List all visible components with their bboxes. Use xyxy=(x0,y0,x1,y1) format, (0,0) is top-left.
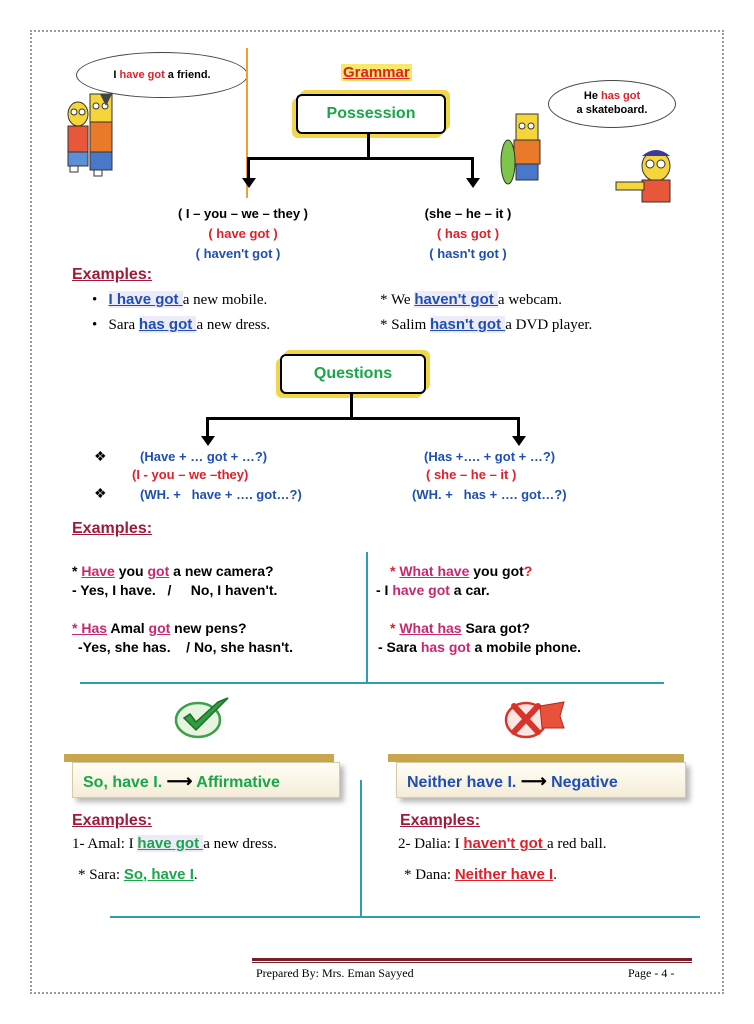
question-formula-wh-has: (WH. + has + …. got…?) xyxy=(412,487,567,502)
q-example-left-1: * Have you got a new camera? xyxy=(72,563,274,579)
page-title: Grammar xyxy=(343,64,410,81)
question-formula-wh-have: (WH. + have + …. got…?) xyxy=(140,487,302,502)
possession-box: Possession xyxy=(296,94,446,134)
neither-have-i-ribbon: Neither have I. ⟶ Negative xyxy=(396,762,686,798)
cartoon-pointing-illustration xyxy=(612,144,682,206)
neither-examples-label: Examples: xyxy=(400,812,481,829)
bubble-tail-left xyxy=(100,94,112,106)
diamond-bullet-icon: ❖ xyxy=(94,485,107,501)
arrow-down-icon xyxy=(242,178,256,188)
check-mark-icon xyxy=(172,694,234,740)
footer-rule xyxy=(252,958,692,961)
speech-bubble-right: He has got a skateboard. xyxy=(548,80,676,128)
question-formula-has: (Has +…. + got + …?) xyxy=(424,449,556,464)
tree-branch xyxy=(206,417,520,420)
footer-page-number: Page - 4 - xyxy=(628,966,675,980)
possession-example-right-2: * Salim hasn't got a DVD player. xyxy=(380,316,593,333)
left-negative: ( haven't got ) xyxy=(195,246,281,261)
questions-box: Questions xyxy=(280,354,426,394)
tree-stem xyxy=(367,132,370,158)
neither-example-2: * Dana: Neither have I. xyxy=(404,866,557,883)
bottom-line xyxy=(110,916,700,918)
q-example-right-2: - I have got a car. xyxy=(376,582,490,598)
examples-label: Examples: xyxy=(72,266,153,283)
left-pronouns: ( I – you – we – they ) xyxy=(177,206,309,221)
question-examples-divider xyxy=(366,552,368,682)
examples-label: Examples: xyxy=(72,520,153,537)
q-example-right-1: * What have you got? xyxy=(390,563,533,579)
so-example-2: * Sara: So, have I. xyxy=(78,866,198,883)
question-formula-have: (Have + … got + …?) xyxy=(140,449,268,464)
arrow-right-icon: ⟶ xyxy=(166,771,193,791)
arrow-down-icon xyxy=(512,436,526,446)
so-example-1: 1- Amal: I have got a new dress. xyxy=(72,835,277,852)
right-negative: ( hasn't got ) xyxy=(429,246,507,261)
right-pronouns: (she – he – it ) xyxy=(424,206,512,221)
cross-mark-icon xyxy=(502,694,566,740)
question-pronouns-right: ( she – he – it ) xyxy=(426,467,517,482)
possession-example-right-1: * We haven't got a webcam. xyxy=(380,291,563,308)
q-example-left-4: -Yes, she has. / No, she hasn't. xyxy=(78,639,293,655)
bottom-divider xyxy=(360,780,362,916)
right-affirmative: ( has got ) xyxy=(436,226,500,241)
q-example-left-3: * Has Amal got new pens? xyxy=(72,620,247,636)
so-examples-label: Examples: xyxy=(72,812,153,829)
arrow-right-icon: ⟶ xyxy=(520,771,547,791)
q-example-right-4: - Sara has got a mobile phone. xyxy=(378,639,582,655)
possession-example-left-1: • I have got a new mobile. xyxy=(92,291,268,308)
neither-example-1: 2- Dalia: I haven't got a red ball. xyxy=(398,835,607,852)
possession-example-left-2: • Sara has got a new dress. xyxy=(92,316,271,333)
q-example-left-2: - Yes, I have. / No, I haven't. xyxy=(72,582,278,598)
section-divider xyxy=(80,682,664,684)
question-pronouns-left: (I - you – we –they) xyxy=(132,467,249,482)
arrow-down-icon xyxy=(466,178,480,188)
q-example-right-3: * What has Sara got? xyxy=(390,620,531,636)
footer-prepared-by: Prepared By: Mrs. Eman Sayyed xyxy=(256,966,414,980)
arrow-down-icon xyxy=(201,436,215,446)
tree-stem xyxy=(350,392,353,418)
diamond-bullet-icon: ❖ xyxy=(94,448,107,464)
tree-branch xyxy=(247,157,473,160)
cartoon-skateboard-illustration xyxy=(496,112,556,192)
left-affirmative: ( have got ) xyxy=(208,226,278,241)
so-have-i-ribbon: So, have I. ⟶ Affirmative xyxy=(72,762,340,798)
speech-bubble-left: I have got a friend. xyxy=(76,52,248,98)
